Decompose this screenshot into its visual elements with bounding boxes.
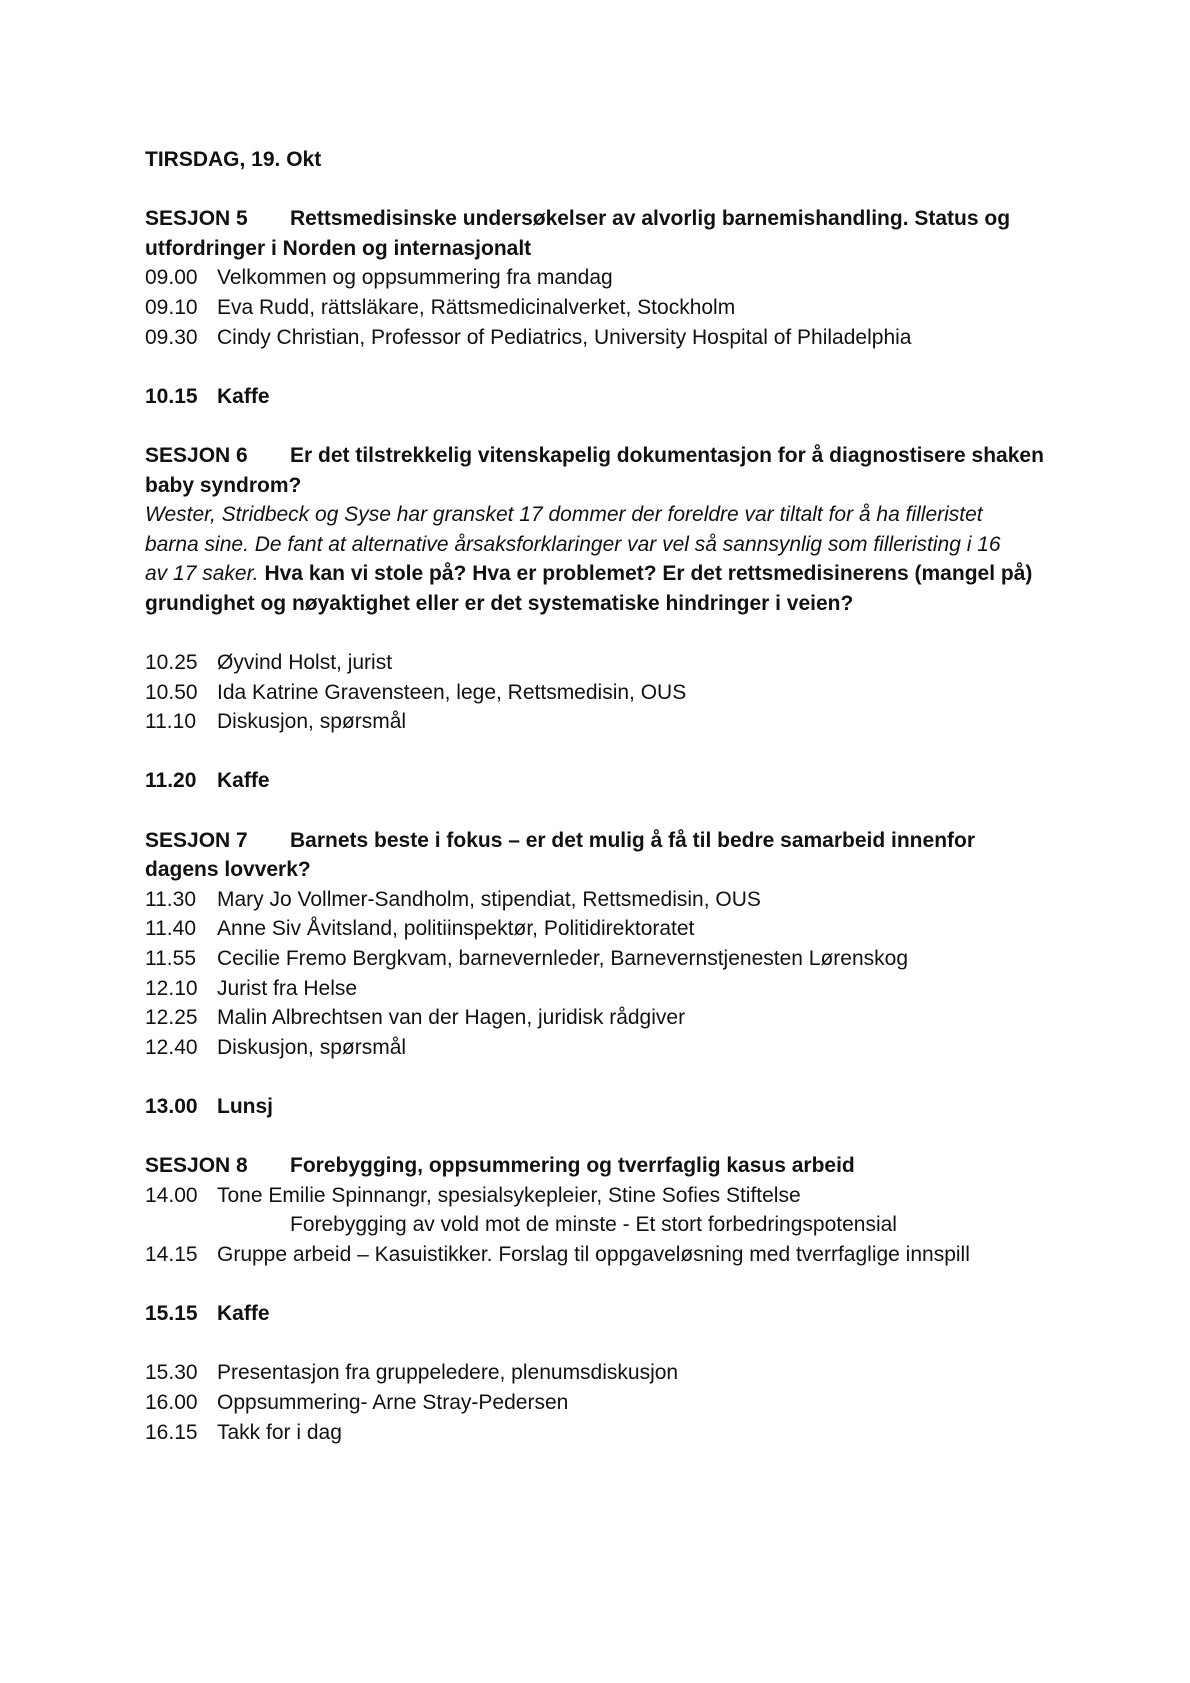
schedule-time: 14.15	[145, 1242, 198, 1266]
schedule-text: Eva Rudd, rättsläkare, Rättsmedicinalverket, Stockholm	[217, 295, 736, 319]
schedule-item-subtitle: Forebygging av vold mot de minste - Et stort forbedringspotensial	[290, 1213, 897, 1237]
schedule-item	[145, 323, 1065, 353]
schedule-item	[145, 293, 1065, 323]
schedule-time: 12.10	[145, 976, 198, 1000]
program-content	[145, 145, 1065, 1447]
schedule-time: 16.00	[145, 1390, 198, 1414]
schedule-text: Cecilie Fremo Bergkvam, barnevernleder, Barnevernstjenesten Lørenskog	[217, 947, 909, 971]
session-7-label: SESJON 7	[145, 828, 248, 852]
schedule-text: Kaffe	[217, 1302, 270, 1326]
schedule-item	[145, 885, 1065, 915]
schedule-item	[145, 944, 1065, 974]
session-6-description: Wester, Stridbeck og Syse har gransket 17 dommer der foreldre var tiltalt for å ha filleristet barna sine. De fant at alternative årsaksforklaringer var vel så sannsynlig som filleristing i 16 av 17 saker. Hva kan vi stole på? Hva er problemet? Er det rettsmedisinerens (mangel på) grundighet og nøyaktighet eller er det systematiske hindringer i veien?	[145, 503, 1033, 615]
schedule-item	[145, 914, 1065, 944]
schedule-item	[145, 707, 1065, 737]
schedule-time: 12.40	[145, 1035, 198, 1059]
schedule-time: 13.00	[145, 1095, 198, 1118]
schedule-item	[145, 1240, 1065, 1270]
schedule-time: 10.25	[145, 651, 198, 675]
schedule-time: 11.55	[145, 947, 196, 971]
schedule-time: 14.00	[145, 1183, 198, 1207]
schedule-text: Malin Albrechtsen van der Hagen, juridisk rådgiver	[217, 1006, 686, 1030]
schedule-time: 09.00	[145, 266, 198, 290]
schedule-text: Øyvind Holst, jurist	[217, 651, 393, 675]
session-6-label: SESJON 6	[145, 443, 248, 467]
session-8-title: SESJON 8 Forebygging, oppsummering og tverrfaglig kasus arbeid	[145, 1151, 1065, 1181]
schedule-time: 15.15	[145, 1302, 198, 1326]
schedule-text: Presentasjon fra gruppeledere, plenumsdiskusjon	[217, 1361, 679, 1385]
schedule-time: 11.10	[145, 710, 196, 734]
schedule-text: Lunsj	[217, 1095, 273, 1118]
schedule-text: Tone Emilie Spinnangr, spesialsykepleier, Stine Sofies Stiftelse	[217, 1183, 801, 1207]
session-6-title: SESJON 6 Er det tilstrekkelig vitenskapelig dokumentasjon for å diagnostisere shaken	[145, 441, 1065, 471]
schedule-item	[145, 1358, 1065, 1388]
schedule-text: Kaffe	[217, 384, 270, 408]
schedule-text: Gruppe arbeid – Kasuistikker. Forslag til oppgaveløsning med tverrfaglige innspill	[217, 1242, 970, 1266]
schedule-time: 15.30	[145, 1361, 198, 1385]
session-5-label: SESJON 5	[145, 207, 248, 231]
coffee-break	[145, 382, 1065, 412]
schedule-time: 09.10	[145, 295, 198, 319]
schedule-time: 11.30	[145, 887, 196, 911]
schedule-time: 16.15	[145, 1420, 198, 1444]
schedule-time: 11.40	[145, 917, 196, 941]
schedule-time: 10.50	[145, 680, 198, 704]
schedule-text: Diskusjon, spørsmål	[217, 710, 407, 734]
schedule-text: Jurist fra Helse	[217, 976, 358, 1000]
session-6-title-cont: baby syndrom?	[145, 473, 302, 497]
schedule-item	[145, 678, 1065, 708]
schedule-time: 12.25	[145, 1006, 198, 1030]
schedule-text: Mary Jo Vollmer-Sandholm, stipendiat, Rettsmedisin, OUS	[217, 887, 761, 911]
schedule-item	[145, 263, 1065, 293]
schedule-text: Ida Katrine Gravensteen, lege, Rettsmedisin, OUS	[217, 680, 687, 704]
session-5-title: SESJON 5 Rettsmedisinske undersøkelser av alvorlig barnemishandling. Status og	[145, 204, 1065, 234]
session-7-title: SESJON 7 Barnets beste i fokus – er det mulig å få til bedre samarbeid innenfor	[145, 826, 1065, 856]
coffee-break	[145, 1299, 1065, 1329]
schedule-text: Cindy Christian, Professor of Pediatrics, University Hospital of Philadelphia	[217, 325, 912, 349]
schedule-item	[145, 648, 1065, 678]
schedule-time: 11.20	[145, 769, 197, 793]
coffee-break	[145, 766, 1065, 796]
schedule-item	[145, 1033, 1065, 1063]
schedule-item	[145, 1388, 1065, 1418]
schedule-time: 10.15	[145, 384, 198, 408]
schedule-item	[145, 1418, 1065, 1448]
day-heading: TIRSDAG, 19. Okt	[145, 148, 322, 171]
schedule-text: Anne Siv Åvitsland, politiinspektør, Politidirektoratet	[217, 917, 695, 941]
session-7-title-cont: dagens lovverk?	[145, 858, 311, 882]
session-8-label: SESJON 8	[145, 1154, 248, 1178]
lunch-break	[145, 1092, 1065, 1122]
session-5-title-cont: utfordringer i Norden og internasjonalt	[145, 236, 532, 260]
schedule-item	[145, 974, 1065, 1004]
schedule-item	[145, 1003, 1065, 1033]
schedule-item	[145, 1181, 1065, 1211]
schedule-text: Kaffe	[217, 769, 270, 793]
schedule-text: Diskusjon, spørsmål	[217, 1035, 407, 1059]
schedule-text: Oppsummering- Arne Stray-Pedersen	[217, 1390, 569, 1414]
schedule-time: 09.30	[145, 325, 198, 349]
schedule-text: Takk for i dag	[217, 1420, 342, 1444]
schedule-text: Velkommen og oppsummering fra mandag	[217, 266, 613, 290]
